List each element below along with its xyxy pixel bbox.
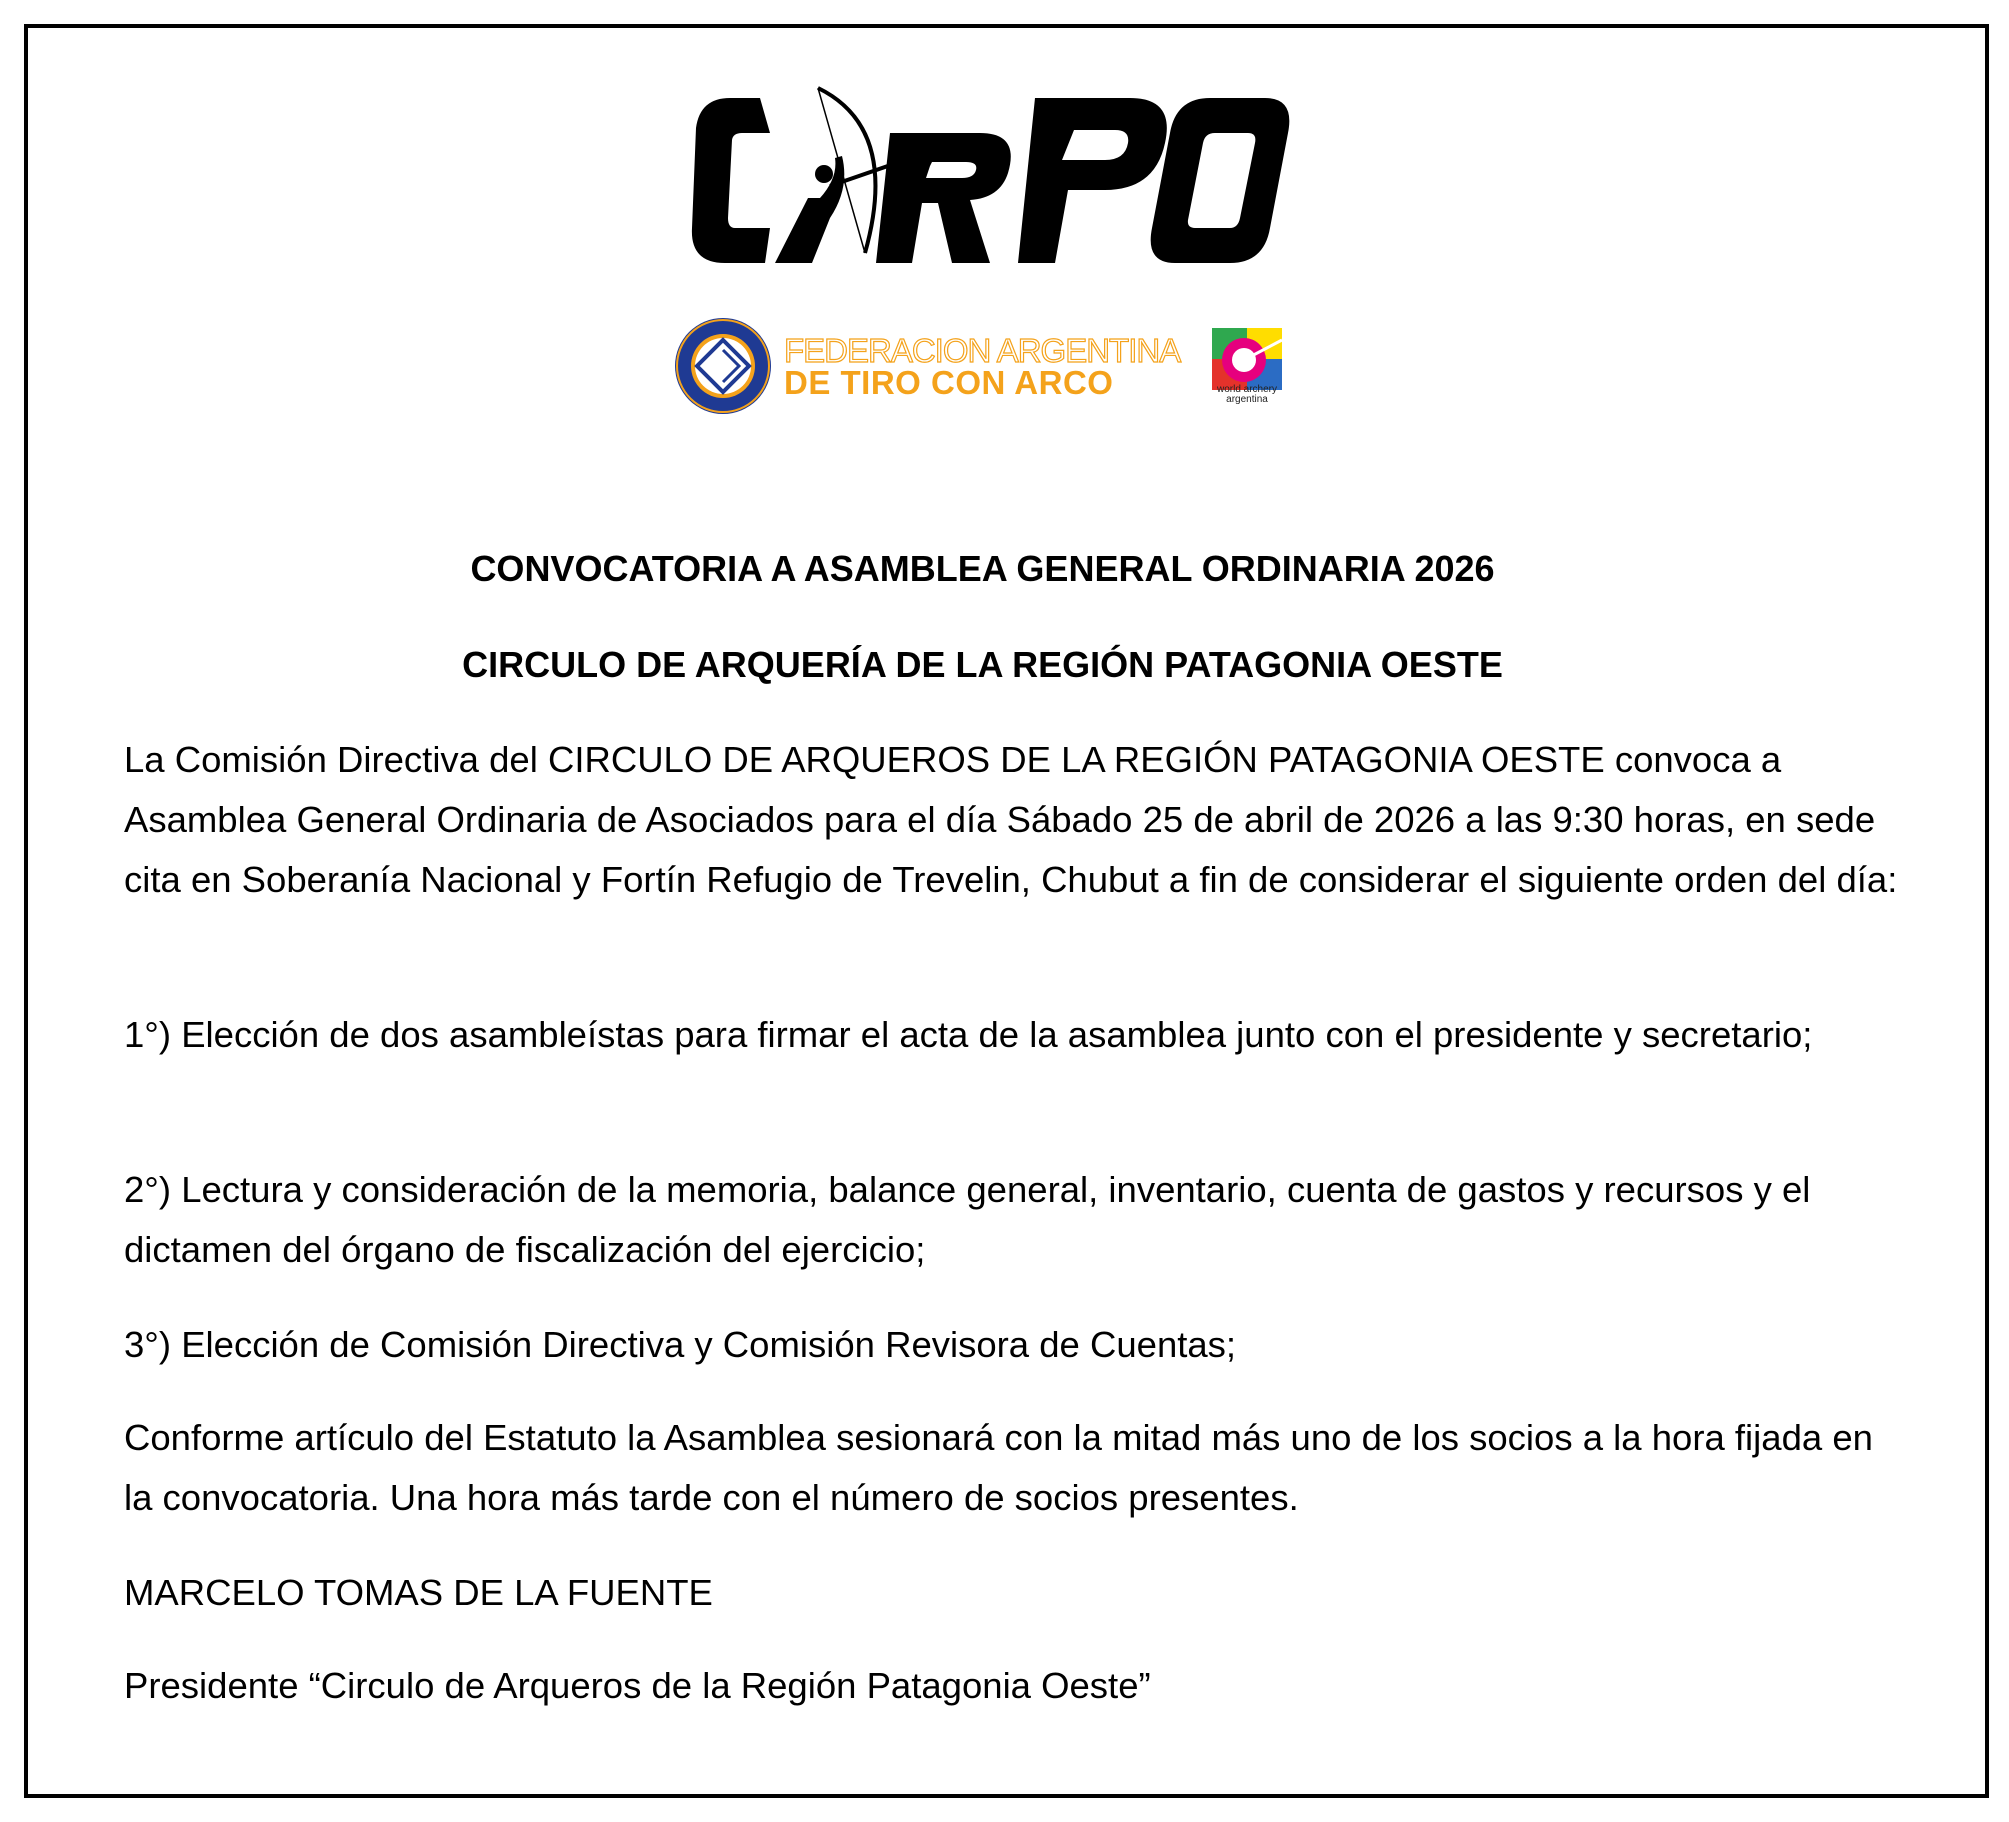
intro-paragraph: La Comisión Directiva del CIRCULO DE ARQUEROS DE LA REGIÓN PATAGONIA OESTE convoca a Asamblea General Ordinaria de Asociados para el día Sábado 25 de abril de 2026 a las 9:30 horas, en sede cita en Soberanía Nacional y Fortín Refugio de Trevelin, Chubut a fin de considerar el siguiente orden del día: bbox=[124, 739, 1898, 900]
carpo-logo bbox=[690, 78, 1290, 278]
federation-name-line1: FEDERACION ARGENTINA bbox=[784, 332, 1181, 369]
signer-name: MARCELO TOMAS DE LA FUENTE bbox=[124, 1572, 713, 1613]
agenda-item-2: 2°) Lectura y consideración de la memoria, balance general, inventario, cuenta de gastos y recursos y el dictamen del órgano de fiscalización del ejercicio; bbox=[124, 1169, 1811, 1270]
quorum-note: Conforme artículo del Estatuto la Asamblea sesionará con la mitad más uno de los socios a la hora fijada en la convocatoria. Una hora más tarde con el número de socios presentes. bbox=[124, 1417, 1873, 1518]
federation-seal-icon bbox=[673, 316, 773, 416]
federation-name-line2: DE TIRO CON ARCO bbox=[784, 364, 1114, 401]
world-archery-caption bbox=[1208, 385, 1286, 405]
agenda-item-1: 1°) Elección de dos asambleístas para firmar el acta de la asamblea junto con el presidente y secretario; bbox=[124, 1014, 1813, 1055]
agenda-item-3: 3°) Elección de Comisión Directiva y Comisión Revisora de Cuentas; bbox=[124, 1324, 1237, 1365]
world-archery-line1: world archery bbox=[1216, 384, 1278, 395]
federation-wordmark bbox=[784, 332, 1181, 402]
world-archery-line2: argentina bbox=[1226, 394, 1268, 405]
document-title: CONVOCATORIA A ASAMBLEA GENERAL ORDINARIA 2026 bbox=[470, 548, 1495, 589]
signer-role: Presidente “Circulo de Arqueros de la Región Patagonia Oeste” bbox=[124, 1665, 1151, 1706]
document-subtitle: CIRCULO DE ARQUERÍA DE LA REGIÓN PATAGONIA OESTE bbox=[462, 644, 1503, 685]
document-frame bbox=[24, 24, 1989, 1798]
